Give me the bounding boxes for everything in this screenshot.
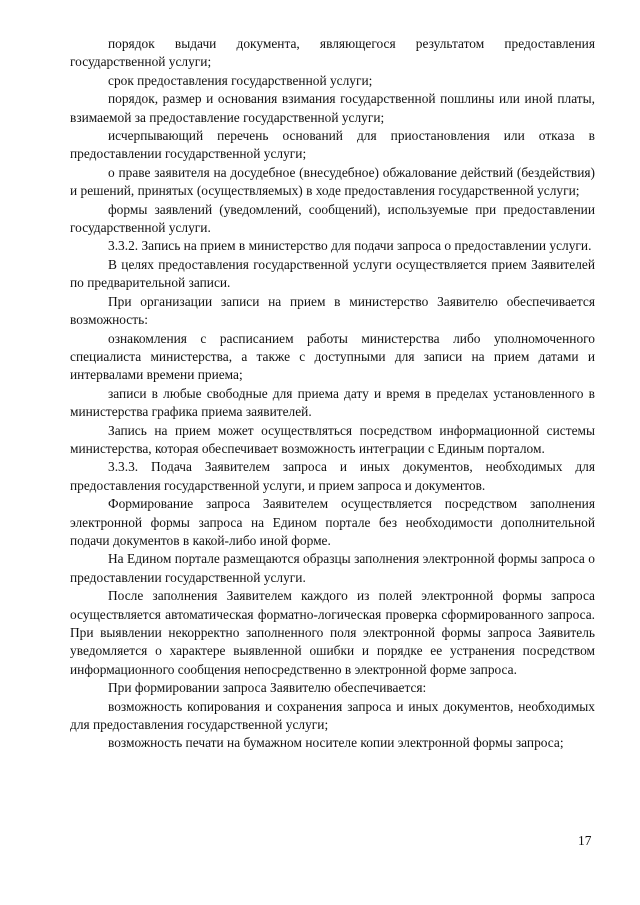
paragraph: 3.3.3. Подача Заявителем запроса и иных документов, необходимых для предоставления государственной услуги, и прием запроса и документов. xyxy=(70,459,595,493)
paragraph: При формировании запроса Заявителю обеспечивается: xyxy=(108,680,427,696)
page-number: 17 xyxy=(578,833,592,848)
paragraph: 3.3.2. Запись на прием в министерство для подачи запроса о предоставлении услуги. xyxy=(108,238,592,254)
document-body xyxy=(70,35,595,753)
paragraph: формы заявлений (уведомлений, сообщений), используемые при предоставлении государственной услуги. xyxy=(70,201,595,236)
paragraph: Формирование запроса Заявителем осуществляется посредством заполнения электронной формы запроса на Едином портале без необходимости дополнительной подачи документов в какой-либо иной форме. xyxy=(70,496,595,548)
paragraph: о праве заявителя на досудебное (внесудебное) обжалование действий (бездействия) и решений, принятых (осуществляемых) в ходе предоставления государственной услуги; xyxy=(70,164,595,199)
paragraph: срок предоставления государственной услуги; xyxy=(108,72,373,88)
paragraph: порядок выдачи документа, являющегося результатом предоставления государственной услуги; xyxy=(70,36,595,70)
paragraph: В целях предоставления государственной услуги осуществляется прием Заявителей по предварительной записи. xyxy=(70,256,595,291)
paragraph: При организации записи на прием в министерство Заявителю обеспечивается возможность: xyxy=(70,293,595,328)
paragraph: ознакомления с расписанием работы министерства либо уполномоченного специалиста министерства, а также с доступными для записи на прием датами и интервалами времени приема; xyxy=(70,330,595,383)
paragraph: После заполнения Заявителем каждого из полей электронной формы запроса осуществляется автоматическая форматно-логическая проверка сформированного запроса. При выявлении некорректно заполненного поля электронной формы запроса Заявитель уведомляется о характере выявленной ошибки и порядке ее устранения посредством информационного сообщения непосредственно в электронной форме запроса. xyxy=(70,588,595,677)
paragraph: На Едином портале размещаются образцы заполнения электронной формы запроса о предоставлении государственной услуги. xyxy=(70,551,595,585)
paragraph: Запись на прием может осуществляться посредством информационной системы министерства, которая обеспечивает возможность интеграции с Единым порталом. xyxy=(70,422,595,456)
paragraph: записи в любые свободные для приема дату и время в пределах установленного в министерства графика приема заявителей. xyxy=(70,385,595,420)
paragraph: порядок, размер и основания взимания государственной пошлины или иной платы, взимаемой за предоставление государственной услуги; xyxy=(70,91,595,125)
paragraph: возможность печати на бумажном носителе копии электронной формы запроса; xyxy=(108,735,564,751)
paragraph: возможность копирования и сохранения запроса и иных документов, необходимых для предоставления государственной услуги; xyxy=(70,698,595,733)
paragraph: исчерпывающий перечень оснований для приостановления или отказа в предоставлении государственной услуги; xyxy=(70,128,595,162)
